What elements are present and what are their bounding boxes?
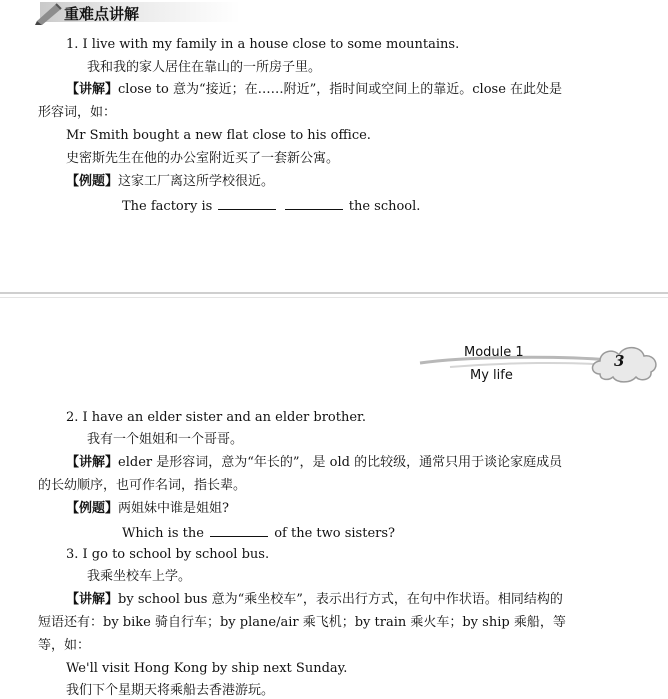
note-label: 【讲解】 bbox=[66, 455, 119, 470]
exercise-en-end: of the two sisters? bbox=[274, 526, 395, 541]
exercise-en-start: The factory is bbox=[122, 199, 213, 214]
exercise-text: 两姐妹中谁是姐姐? bbox=[118, 501, 229, 516]
point-2-translation: 我有一个姐姐和一个哥哥。 bbox=[87, 432, 244, 447]
point-3-example-en: We'll visit Hong Kong by ship next Sunday. bbox=[66, 661, 348, 676]
point-3-note-cont: 短语还有：by bike 骑自行车；by plane/air 乘飞机；by train 乘火车；by ship 乘船，等 bbox=[38, 615, 566, 630]
point-2-note-cont: 的长幼顺序，也可作名词，指长辈。 bbox=[38, 478, 247, 493]
note-text: elder 是形容词，意为“年长的”，是 old 的比较级，通常只用于谈论家庭成员 bbox=[118, 455, 563, 470]
section-header bbox=[0, 0, 668, 26]
point-3-note-cont-2: 等，如： bbox=[38, 638, 91, 653]
point-3-note bbox=[66, 592, 563, 608]
exercise-en-start: Which is the bbox=[122, 526, 204, 541]
page-header bbox=[410, 338, 668, 390]
page-number: 3 bbox=[614, 352, 625, 370]
point-3-example-cn: 我们下个星期天将乘船去香港游玩。 bbox=[66, 683, 275, 698]
note-text: by school bus 意为“乘坐校车”，表示出行方式，在句中作状语。相同结构的 bbox=[118, 592, 563, 607]
point-2-note bbox=[66, 455, 562, 471]
unit-label: My life bbox=[470, 368, 513, 383]
point-3-sentence: 3. I go to school by school bus. bbox=[66, 547, 270, 562]
point-1-example-en: Mr Smith bought a new flat close to his office. bbox=[66, 128, 371, 143]
point-3-translation: 我乘坐校车上学。 bbox=[87, 569, 192, 584]
pencil-icon bbox=[34, 1, 64, 25]
point-2-exercise bbox=[66, 501, 229, 517]
point-1-translation: 我和我的家人居住在靠山的一所房子里。 bbox=[87, 60, 322, 75]
note-label: 【讲解】 bbox=[66, 592, 119, 607]
exercise-label: 【例题】 bbox=[66, 501, 119, 516]
point-1-note bbox=[66, 82, 562, 98]
answer-blank[interactable] bbox=[218, 197, 276, 210]
module-label: Module 1 bbox=[464, 345, 524, 360]
page-divider bbox=[0, 292, 668, 294]
answer-blank[interactable] bbox=[210, 524, 268, 537]
point-2-exercise-en bbox=[122, 524, 395, 542]
note-label: 【讲解】 bbox=[66, 82, 119, 97]
cloud-icon bbox=[586, 340, 664, 386]
exercise-text: 这家工厂离这所学校很近。 bbox=[118, 174, 275, 189]
point-2-sentence: 2. I have an elder sister and an elder brother. bbox=[66, 410, 366, 425]
point-1-exercise bbox=[66, 174, 274, 190]
point-1-sentence: 1. I live with my family in a house close to some mountains. bbox=[66, 37, 460, 52]
exercise-en-end: the school. bbox=[348, 199, 421, 214]
section-title: 重难点讲解 bbox=[64, 5, 140, 23]
point-1-exercise-en bbox=[122, 197, 420, 215]
note-text: close to 意为“接近；在……附近”，指时间或空间上的靠近。close 在此处是 bbox=[118, 82, 563, 97]
point-1-example-cn: 史密斯先生在他的办公室附近买了一套新公寓。 bbox=[66, 151, 340, 166]
answer-blank[interactable] bbox=[285, 197, 343, 210]
page-divider-light bbox=[0, 297, 668, 298]
point-1-note-cont: 形容词，如： bbox=[38, 105, 117, 120]
exercise-label: 【例题】 bbox=[66, 174, 119, 189]
